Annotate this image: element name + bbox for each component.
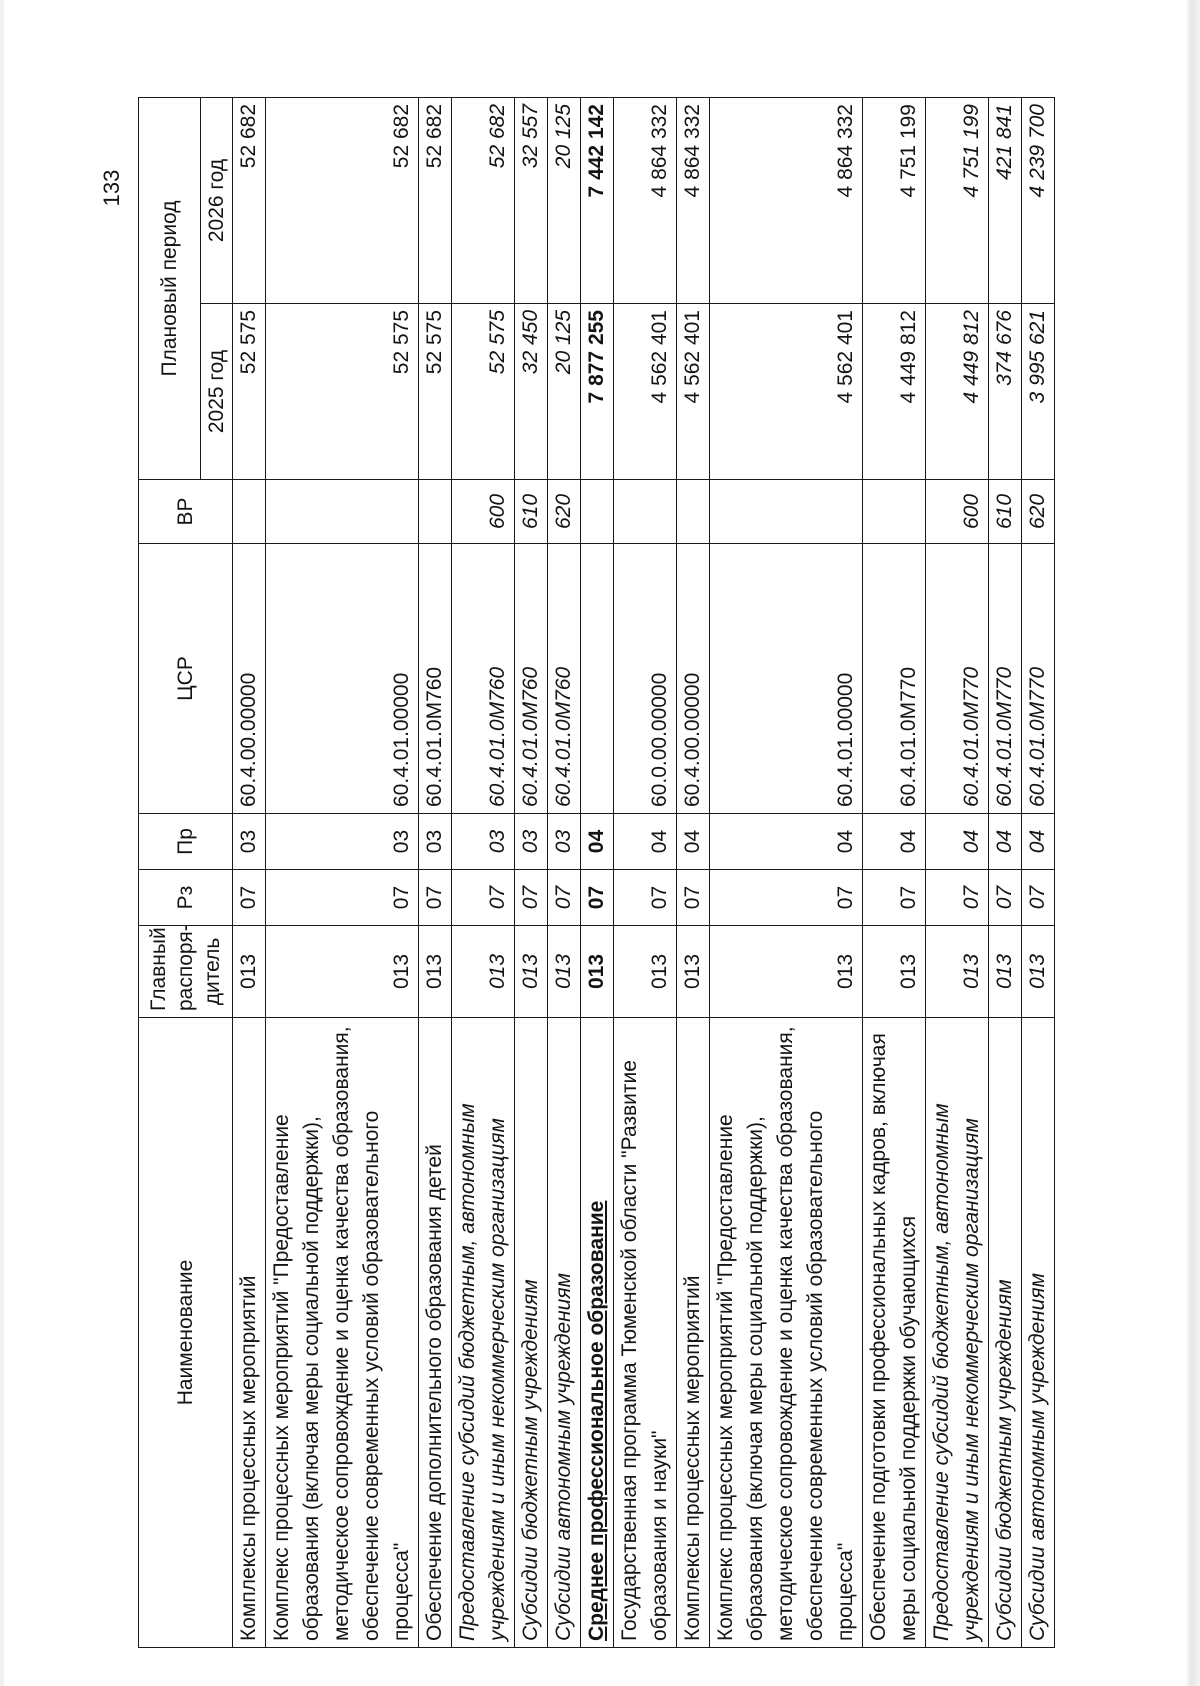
page-number: 133: [99, 169, 124, 207]
cell-pr: 03: [548, 814, 581, 870]
cell-rz: 07: [233, 870, 266, 926]
table-row: [515, 98, 548, 1648]
cell-csr: 60.4.01.0М760: [452, 544, 515, 814]
cell-vr: 600: [926, 480, 989, 544]
cell-chief-admin: 013: [863, 926, 926, 1018]
cell-vr: 620: [1022, 480, 1055, 544]
cell-chief-admin: 013: [926, 926, 989, 1018]
cell-rz: 07: [710, 870, 863, 926]
cell-pr: 03: [452, 814, 515, 870]
table-row: [1022, 98, 1055, 1648]
cell-chief-admin: 013: [233, 926, 266, 1018]
cell-csr: 60.4.00.00000: [233, 544, 266, 814]
cell-csr: 60.4.00.00000: [677, 544, 710, 814]
cell-2026: 4 864 332: [614, 98, 677, 304]
cell-pr: 04: [710, 814, 863, 870]
cell-vr: [614, 480, 677, 544]
cell-2026: 52 682: [266, 98, 419, 304]
table-row: [233, 98, 266, 1648]
cell-vr: [863, 480, 926, 544]
cell-rz: 07: [614, 870, 677, 926]
cell-2026: 52 682: [452, 98, 515, 304]
cell-2025: 52 575: [452, 304, 515, 480]
cell-vr: [419, 480, 452, 544]
cell-2025: 32 450: [515, 304, 548, 480]
table-row: [581, 98, 614, 1648]
cell-csr: 60.4.01.00000: [266, 544, 419, 814]
header-chief-admin: Главный распоря-дитель: [139, 926, 233, 1018]
cell-2026: 4 751 199: [926, 98, 989, 304]
cell-csr: 60.4.01.0М760: [515, 544, 548, 814]
cell-pr: 04: [926, 814, 989, 870]
cell-2025: 4 562 401: [614, 304, 677, 480]
cell-csr: 60.4.01.0М770: [863, 544, 926, 814]
cell-chief-admin: 013: [452, 926, 515, 1018]
cell-vr: 610: [989, 480, 1022, 544]
cell-csr: 60.4.01.00000: [710, 544, 863, 814]
cell-rz: 07: [926, 870, 989, 926]
cell-2026: 32 557: [515, 98, 548, 304]
table-body: [233, 98, 1055, 1648]
table-row: [710, 98, 863, 1648]
cell-rz: 07: [989, 870, 1022, 926]
cell-2025: 52 575: [233, 304, 266, 480]
cell-chief-admin: 013: [614, 926, 677, 1018]
cell-rz: 07: [581, 870, 614, 926]
cell-rz: 07: [419, 870, 452, 926]
cell-chief-admin: 013: [581, 926, 614, 1018]
cell-vr: [710, 480, 863, 544]
cell-name: Государственная программа Тюменской области "Развитие образования и науки": [614, 1018, 677, 1648]
table-row: [863, 98, 926, 1648]
cell-chief-admin: 013: [419, 926, 452, 1018]
cell-pr: 03: [419, 814, 452, 870]
cell-rz: 07: [515, 870, 548, 926]
cell-chief-admin: 013: [1022, 926, 1055, 1018]
budget-table: [138, 97, 1055, 1648]
cell-rz: 07: [266, 870, 419, 926]
cell-name: Комплекс процессных мероприятий "Предоставление образования (включая меры социальной поддержки), методическое сопровождение и оценка качества образования, обеспечение современных условий образовательного процесса": [266, 1018, 419, 1648]
cell-csr: 60.4.01.0М770: [926, 544, 989, 814]
cell-2025: 20 125: [548, 304, 581, 480]
cell-2026: 4 239 700: [1022, 98, 1055, 304]
cell-chief-admin: 013: [548, 926, 581, 1018]
table-row: [677, 98, 710, 1648]
cell-pr: 03: [266, 814, 419, 870]
cell-vr: [266, 480, 419, 544]
header-rz: Рз: [139, 870, 233, 926]
cell-name: Комплексы процессных мероприятий: [677, 1018, 710, 1648]
header-vr: ВР: [139, 480, 233, 544]
cell-2025: 52 575: [266, 304, 419, 480]
cell-name: Комплексы процессных мероприятий: [233, 1018, 266, 1648]
table-row: [989, 98, 1022, 1648]
cell-pr: 04: [581, 814, 614, 870]
cell-chief-admin: 013: [710, 926, 863, 1018]
cell-2025: 4 449 812: [926, 304, 989, 480]
cell-2025: 7 877 255: [581, 304, 614, 480]
cell-csr: 60.0.00.00000: [614, 544, 677, 814]
cell-2025: 4 562 401: [677, 304, 710, 480]
cell-pr: 04: [677, 814, 710, 870]
cell-vr: 620: [548, 480, 581, 544]
cell-rz: 07: [863, 870, 926, 926]
cell-2026: 52 682: [233, 98, 266, 304]
cell-2026: 20 125: [548, 98, 581, 304]
cell-csr: 60.4.01.0М770: [1022, 544, 1055, 814]
scan-edge-right: [1186, 0, 1200, 1686]
table-row: [266, 98, 419, 1648]
header-name: Наименование: [139, 1018, 233, 1648]
cell-2026: 4 864 332: [710, 98, 863, 304]
table-row: [926, 98, 989, 1648]
cell-2025: 374 676: [989, 304, 1022, 480]
cell-2025: 4 562 401: [710, 304, 863, 480]
cell-2026: 421 841: [989, 98, 1022, 304]
cell-chief-admin: 013: [266, 926, 419, 1018]
cell-name: Комплекс процессных мероприятий "Предоставление образования (включая меры социальной поддержки), методическое сопровождение и оценка качества образования, обеспечение современных условий образовательного процесса": [710, 1018, 863, 1648]
cell-vr: 600: [452, 480, 515, 544]
cell-vr: [233, 480, 266, 544]
cell-2025: 4 449 812: [863, 304, 926, 480]
cell-rz: 07: [548, 870, 581, 926]
cell-rz: 07: [677, 870, 710, 926]
header-year-2026: 2026 год: [201, 98, 233, 304]
cell-2025: 52 575: [419, 304, 452, 480]
header-pr: Пр: [139, 814, 233, 870]
header-csr: ЦСР: [139, 544, 233, 814]
cell-2026: 52 682: [419, 98, 452, 304]
cell-csr: 60.4.01.0М760: [419, 544, 452, 814]
cell-csr: [581, 544, 614, 814]
cell-name: Обеспечение подготовки профессиональных кадров, включая меры социальной поддержки обучающихся: [863, 1018, 926, 1648]
cell-pr: 04: [989, 814, 1022, 870]
cell-pr: 03: [515, 814, 548, 870]
cell-2026: 4 864 332: [677, 98, 710, 304]
cell-chief-admin: 013: [989, 926, 1022, 1018]
cell-pr: 04: [1022, 814, 1055, 870]
cell-name: Субсидии бюджетным учреждениям: [989, 1018, 1022, 1648]
rotated-table-container: [138, 98, 1048, 1648]
cell-name: Субсидии бюджетным учреждениям: [515, 1018, 548, 1648]
cell-2026: 4 751 199: [863, 98, 926, 304]
cell-name: Среднее профессиональное образование: [581, 1018, 614, 1648]
header-planned-period: Плановый период: [139, 98, 201, 480]
cell-name: Предоставление субсидий бюджетным, автономным учреждениям и иным некоммерческим организациям: [452, 1018, 515, 1648]
cell-csr: 60.4.01.0М760: [548, 544, 581, 814]
header-year-2025: 2025 год: [201, 304, 233, 480]
cell-2025: 3 995 621: [1022, 304, 1055, 480]
cell-csr: 60.4.01.0М770: [989, 544, 1022, 814]
scan-edge-left: [0, 0, 4, 1686]
table-row: [614, 98, 677, 1648]
cell-pr: 04: [614, 814, 677, 870]
cell-vr: 610: [515, 480, 548, 544]
cell-name: Обеспечение дополнительного образования детей: [419, 1018, 452, 1648]
cell-pr: 03: [233, 814, 266, 870]
cell-rz: 07: [452, 870, 515, 926]
cell-rz: 07: [1022, 870, 1055, 926]
cell-name: Субсидии автономным учреждениям: [1022, 1018, 1055, 1648]
cell-name: Предоставление субсидий бюджетным, автономным учреждениям и иным некоммерческим организациям: [926, 1018, 989, 1648]
cell-pr: 04: [863, 814, 926, 870]
table-row: [419, 98, 452, 1648]
cell-2026: 7 442 142: [581, 98, 614, 304]
cell-vr: [677, 480, 710, 544]
cell-vr: [581, 480, 614, 544]
cell-chief-admin: 013: [677, 926, 710, 1018]
cell-chief-admin: 013: [515, 926, 548, 1018]
cell-name: Субсидии автономным учреждениям: [548, 1018, 581, 1648]
table-row: [548, 98, 581, 1648]
table-row: [452, 98, 515, 1648]
